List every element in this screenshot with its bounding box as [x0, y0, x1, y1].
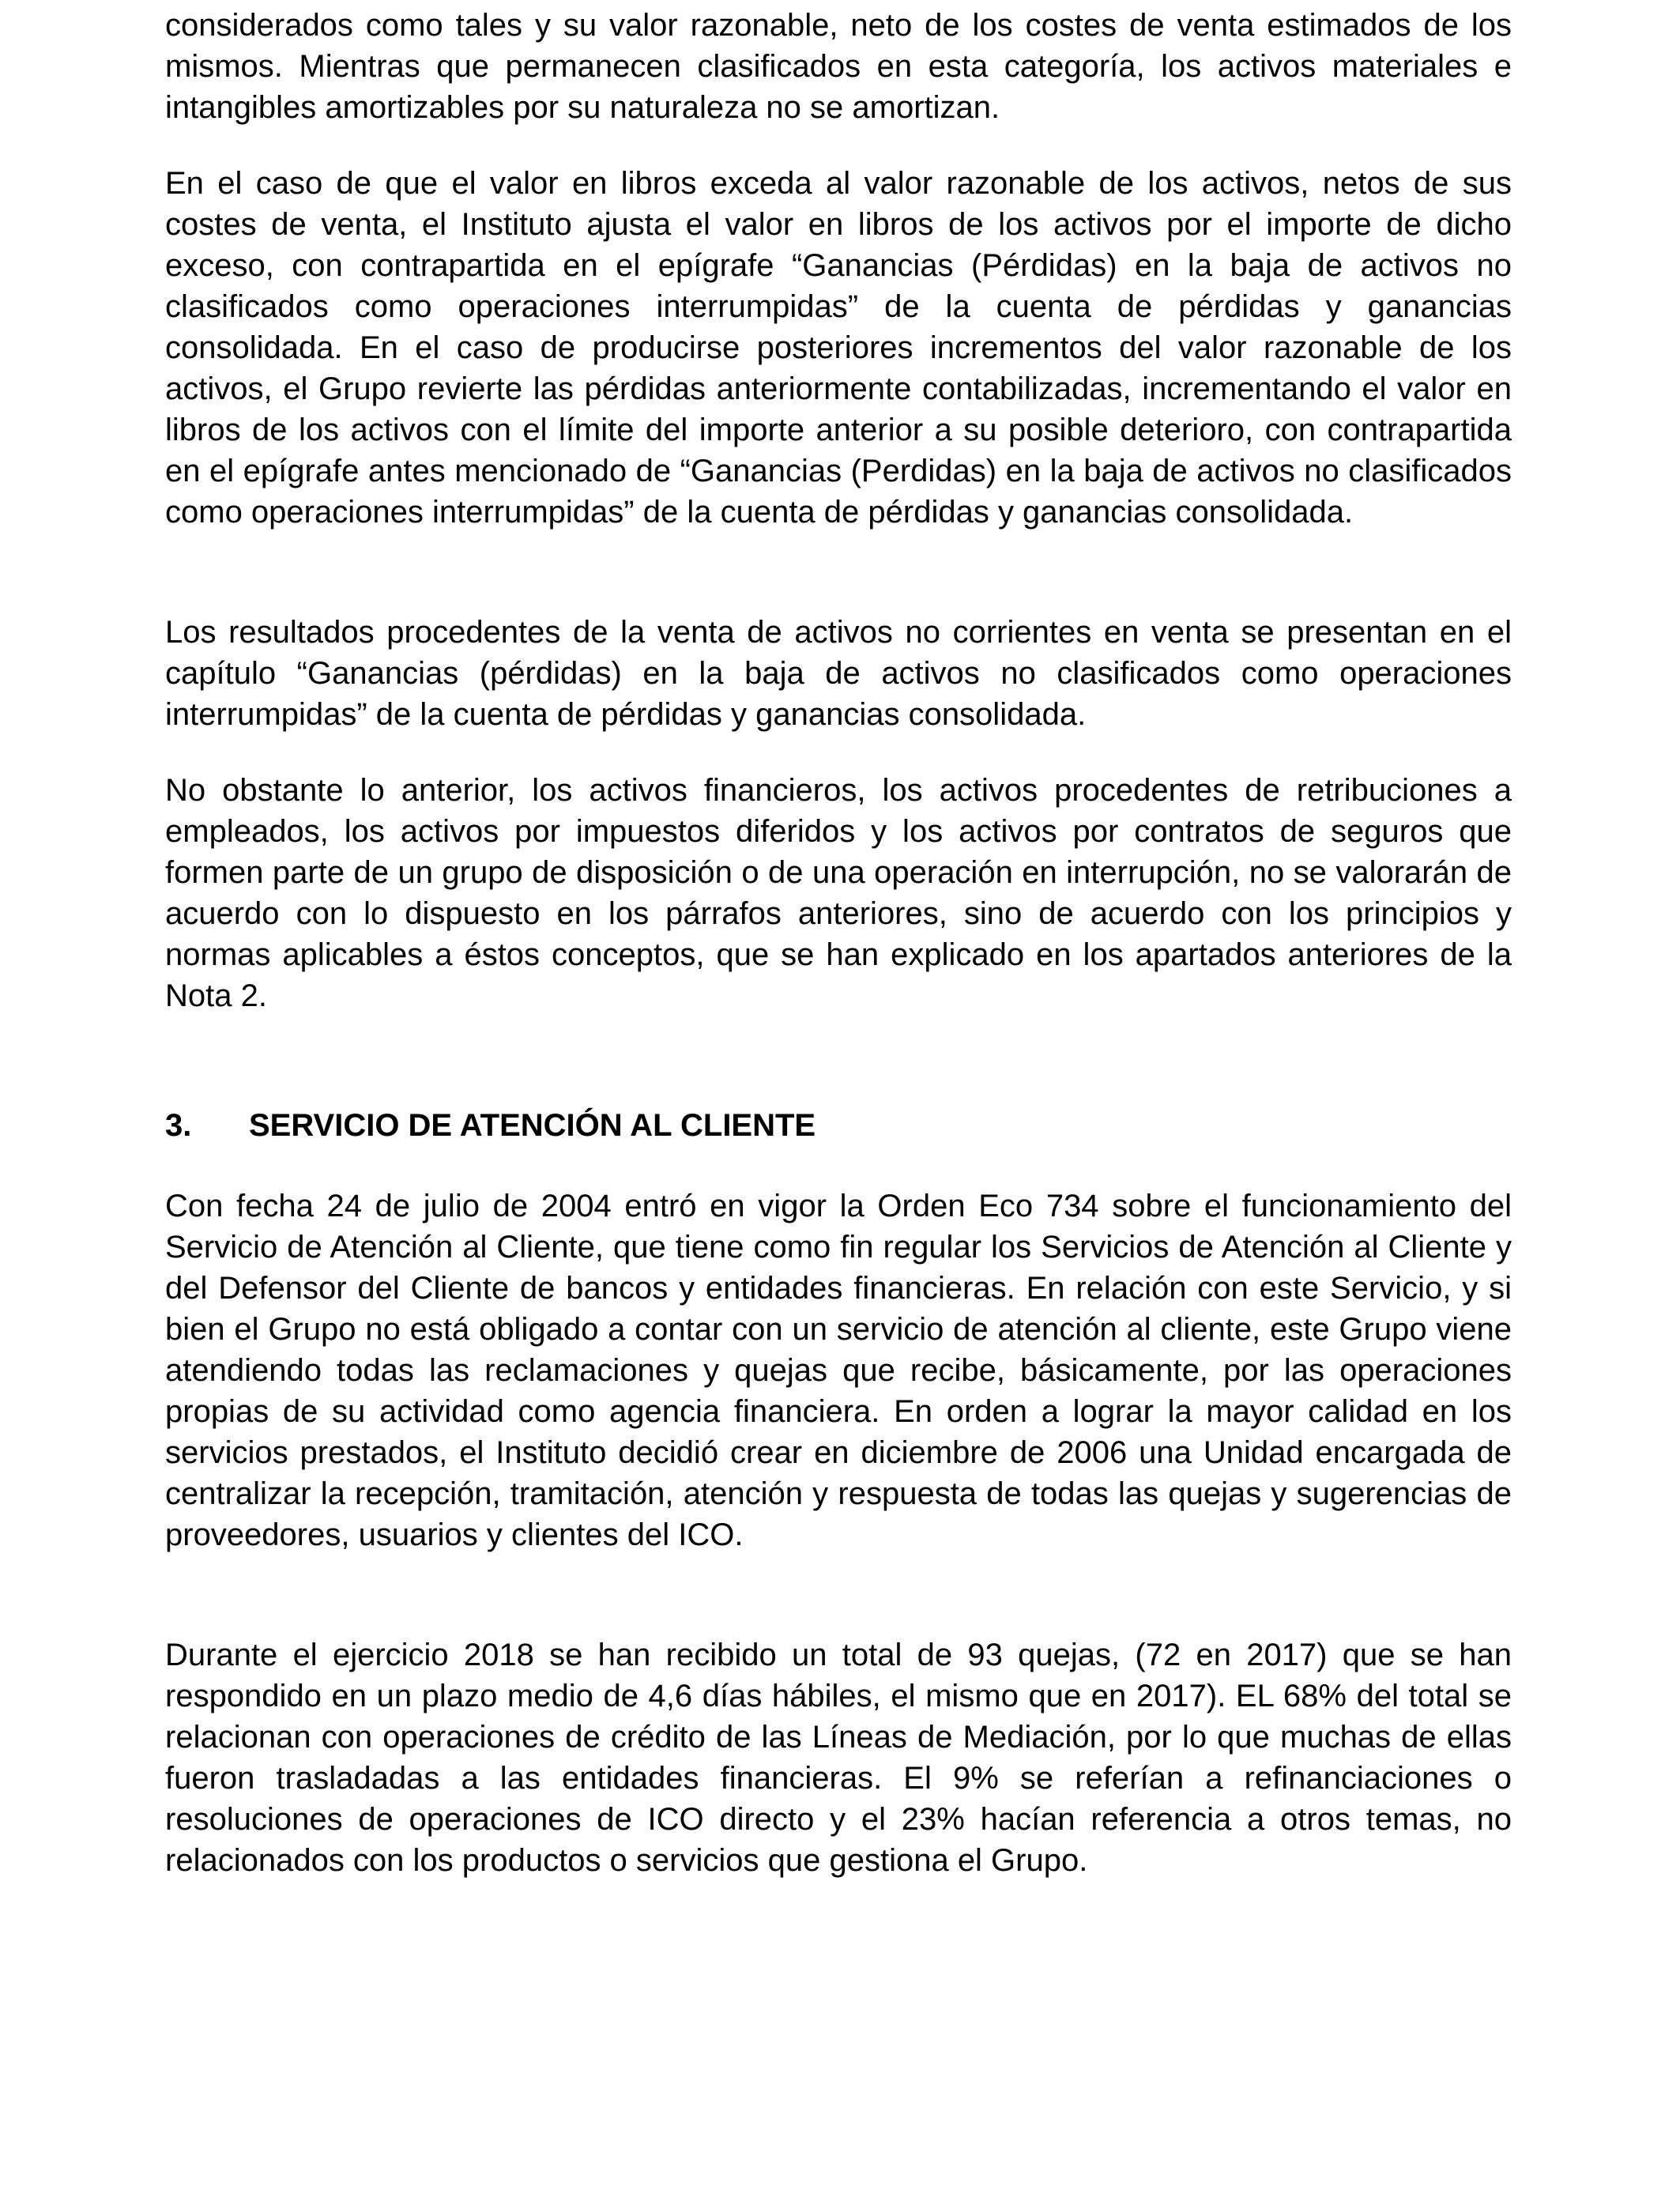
paragraph-complaints-2018: Durante el ejercicio 2018 se han recibido un total de 93 quejas, (72 en 2017) que se han respondido en un plazo medio de 4,6 días hábiles, el mismo que en 2017). EL 68% del total se relacionan con operaciones de crédito de las Líneas de Mediación, por lo que muchas de ellas fueron trasladadas a las entidades financieras. El 9% se referían a refinanciaciones o resoluciones de operaciones de ICO directo y el 23% hacían referencia a otros temas, no relacionados con los productos o servicios que gestiona el Grupo. [165, 1638, 1512, 1878]
paragraph-valuation-held-for-sale: considerados como tales y su valor razonable, neto de los costes de venta estimados de los mismos. Mientras que permanecen clasificados en esta categoría, los activos materiales e intangibles amortizables por su naturaleza no se amortizan. [165, 8, 1512, 125]
paragraph-customer-service-order: Con fecha 24 de julio de 2004 entró en vigor la Orden Eco 734 sobre el funcionamiento del Servicio de Atención al Cliente, que tiene como fin regular los Servicios de Atención al Cliente y del Defensor del Cliente de bancos y entidades financieras. En relación con este Servicio, y si bien el Grupo no está obligado a contar con un servicio de atención al cliente, este Grupo viene atendiendo todas las reclamaciones y quejas que recibe, básicamente, por las operaciones propias de su actividad como agencia financiera. En orden a lograr la mayor calidad en los servicios prestados, el Instituto decidió crear en diciembre de 2006 una Unidad encargada de centralizar la recepción, tramitación, atención y respuesta de todas las quejas y sugerencias de proveedores, usuarios y clientes del ICO. [165, 1189, 1512, 1552]
paragraph-exceptions: No obstante lo anterior, los activos financieros, los activos procedentes de retribuciones a empleados, los activos por impuestos diferidos y los activos por contratos de seguros que formen parte de un grupo de disposición o de una operación en interrupción, no se valorarán de acuerdo con lo dispuesto en los párrafos anteriores, sino de acuerdo con los principios y normas aplicables a éstos conceptos, que se han explicado en los apartados anteriores de la Nota 2. [165, 773, 1512, 1013]
paragraph-sale-results: Los resultados procedentes de la venta de activos no corrientes en venta se presentan en el capítulo “Ganancias (pérdidas) en la baja de activos no clasificados como operaciones interrumpidas” de la cuenta de pérdidas y ganancias consolidada. [165, 615, 1512, 732]
section-title: SERVICIO DE ATENCIÓN AL CLIENTE [249, 1108, 816, 1143]
section-number: 3. [165, 1108, 192, 1143]
paragraph-impairment-adjustment: En el caso de que el valor en libros exceda al valor razonable de los activos, netos de sus costes de venta, el Instituto ajusta el valor en libros de los activos por el importe de dicho exceso, con contrapartida en el epígrafe “Ganancias (Pérdidas) en la baja de activos no clasificados como operaciones interrumpidas” de la cuenta de pérdidas y ganancias consolidada. En el caso de producirse posteriores incrementos del valor razonable de los activos, el Grupo revierte las pérdidas anteriormente contabilizadas, incrementando el valor en libros de los activos con el límite del importe anterior a su posible deterioro, con contrapartida en el epígrafe antes mencionado de “Ganancias (Perdidas) en la baja de activos no clasificados como operaciones interrumpidas” de la cuenta de pérdidas y ganancias consolidada. [165, 166, 1512, 530]
section-heading [165, 1105, 1512, 1146]
